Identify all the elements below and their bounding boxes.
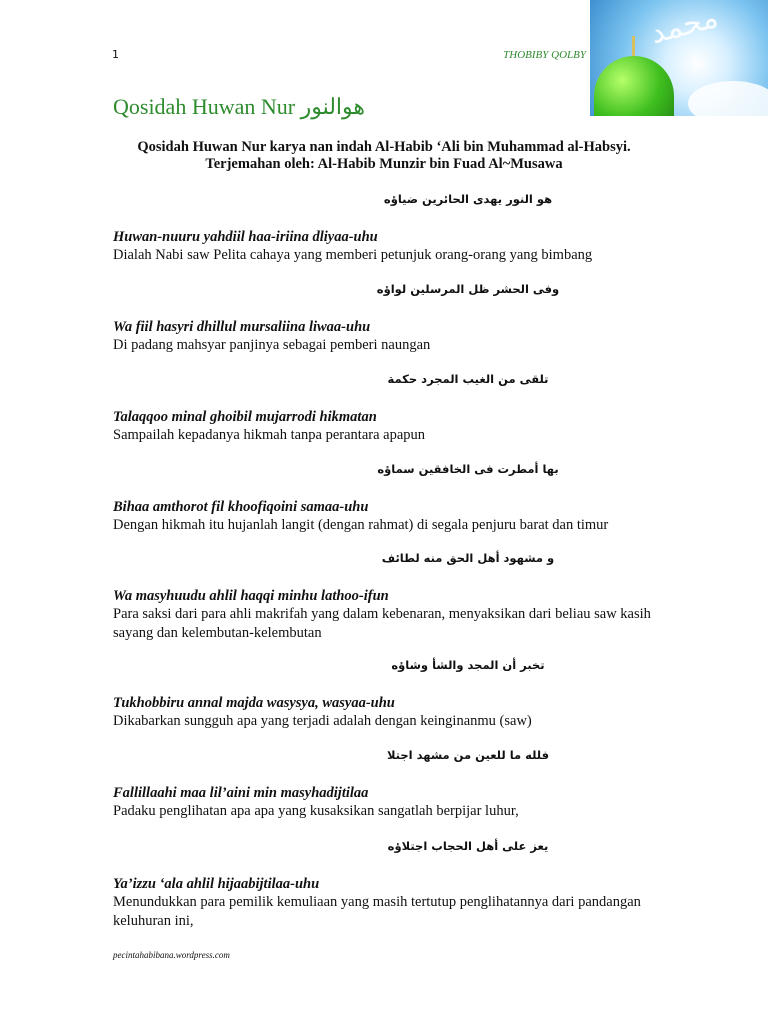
translation: Dikabarkan sungguh apa yang terjadi adalah dengan keinginanmu (saw) xyxy=(113,713,532,729)
transliteration: Huwan-nuuru yahdiil haa-iriina dliyaa-uhu xyxy=(113,229,378,245)
stanza xyxy=(113,462,653,535)
page-number: 1 xyxy=(112,48,119,61)
transliteration: Talaqqoo minal ghoibil mujarrodi hikmatan xyxy=(113,409,377,425)
arabic-verse: بها أمطرت فى الخافقين سماؤه xyxy=(377,462,559,476)
arabic-verse: وفى الحشر ظل المرسلين لواؤه xyxy=(376,282,560,296)
arabic-verse: تلقى من الغيب المجرد حكمة xyxy=(387,372,549,386)
stanza xyxy=(113,192,653,265)
transliteration: Tukhobbiru annal majda wasysya, wasyaa-uhu xyxy=(113,695,395,711)
transliteration: Wa fiil hasyri dhillul mursaliina liwaa-uhu xyxy=(113,319,371,335)
arabic-verse: و مشهود أهل الحق منه لطائف xyxy=(381,551,555,565)
footer-url: pecintahabibana.wordpress.com xyxy=(113,950,230,960)
translation: Dialah Nabi saw Pelita cahaya yang memberi petunjuk orang-orang yang bimbang xyxy=(113,247,593,263)
translation: Sampailah kepadanya hikmah tanpa perantara apapun xyxy=(113,427,426,443)
stanza xyxy=(113,551,653,642)
translation: Di padang mahsyar panjinya sebagai pemberi naungan xyxy=(113,337,431,353)
transliteration: Bihaa amthorot fil khoofiqoini samaa-uhu xyxy=(113,499,369,515)
transliteration: Fallillaahi maa lil’aini min masyhadijtilaa xyxy=(113,785,369,801)
arabic-verse: تخبر أن المجد والشأ وشاؤه xyxy=(391,658,545,672)
translation: Padaku penglihatan apa apa yang kusaksikan sangatlah berpijar luhur, xyxy=(113,803,519,819)
cloud xyxy=(688,81,768,116)
transliteration: Ya’izzu ‘ala ahlil hijaabijtilaa-uhu xyxy=(113,876,320,892)
stanza xyxy=(113,748,653,821)
banner-calligraphy: محمد xyxy=(646,0,722,52)
arabic-verse: يعز على أهل الحجاب اجتلاؤه xyxy=(387,839,549,853)
arabic-verse: هو النور يهدى الحائرين ضياؤه xyxy=(383,192,553,206)
stanza xyxy=(113,658,653,731)
translation: Dengan hikmah itu hujanlah langit (dengan rahmat) di segala penjuru barat dan timur xyxy=(113,517,609,533)
translation: Menundukkan para pemilik kemuliaan yang masih tertutup penglihatannya dari pandangan keluhuran ini, xyxy=(113,894,641,929)
translation: Para saksi dari para ahli makrifah yang dalam kebenaran, menyaksikan dari beliau saw kasih sayang dan kelembutan-kelembutan xyxy=(113,606,651,641)
stanza xyxy=(113,372,653,445)
stanza xyxy=(113,282,653,355)
banner-image xyxy=(590,0,768,116)
stanza xyxy=(113,839,653,930)
header-text: THOBIBY QOLBY xyxy=(500,49,586,61)
page-title: Qosidah Huwan Nur هوالنور xyxy=(113,94,366,119)
subtitle-line-2: Terjemahan oleh: Al-Habib Munzir bin Fuad Al~Musawa xyxy=(205,156,563,172)
arabic-verse: فلله ما للعين من مشهد اجتلا xyxy=(386,748,550,762)
green-dome xyxy=(594,56,674,116)
dome-spire xyxy=(632,36,635,58)
subtitle-line-1: Qosidah Huwan Nur karya nan indah Al-Habib ‘Ali bin Muhammad al-Habsyi. xyxy=(137,139,631,155)
transliteration: Wa masyhuudu ahlil haqqi minhu lathoo-ifun xyxy=(113,588,389,604)
